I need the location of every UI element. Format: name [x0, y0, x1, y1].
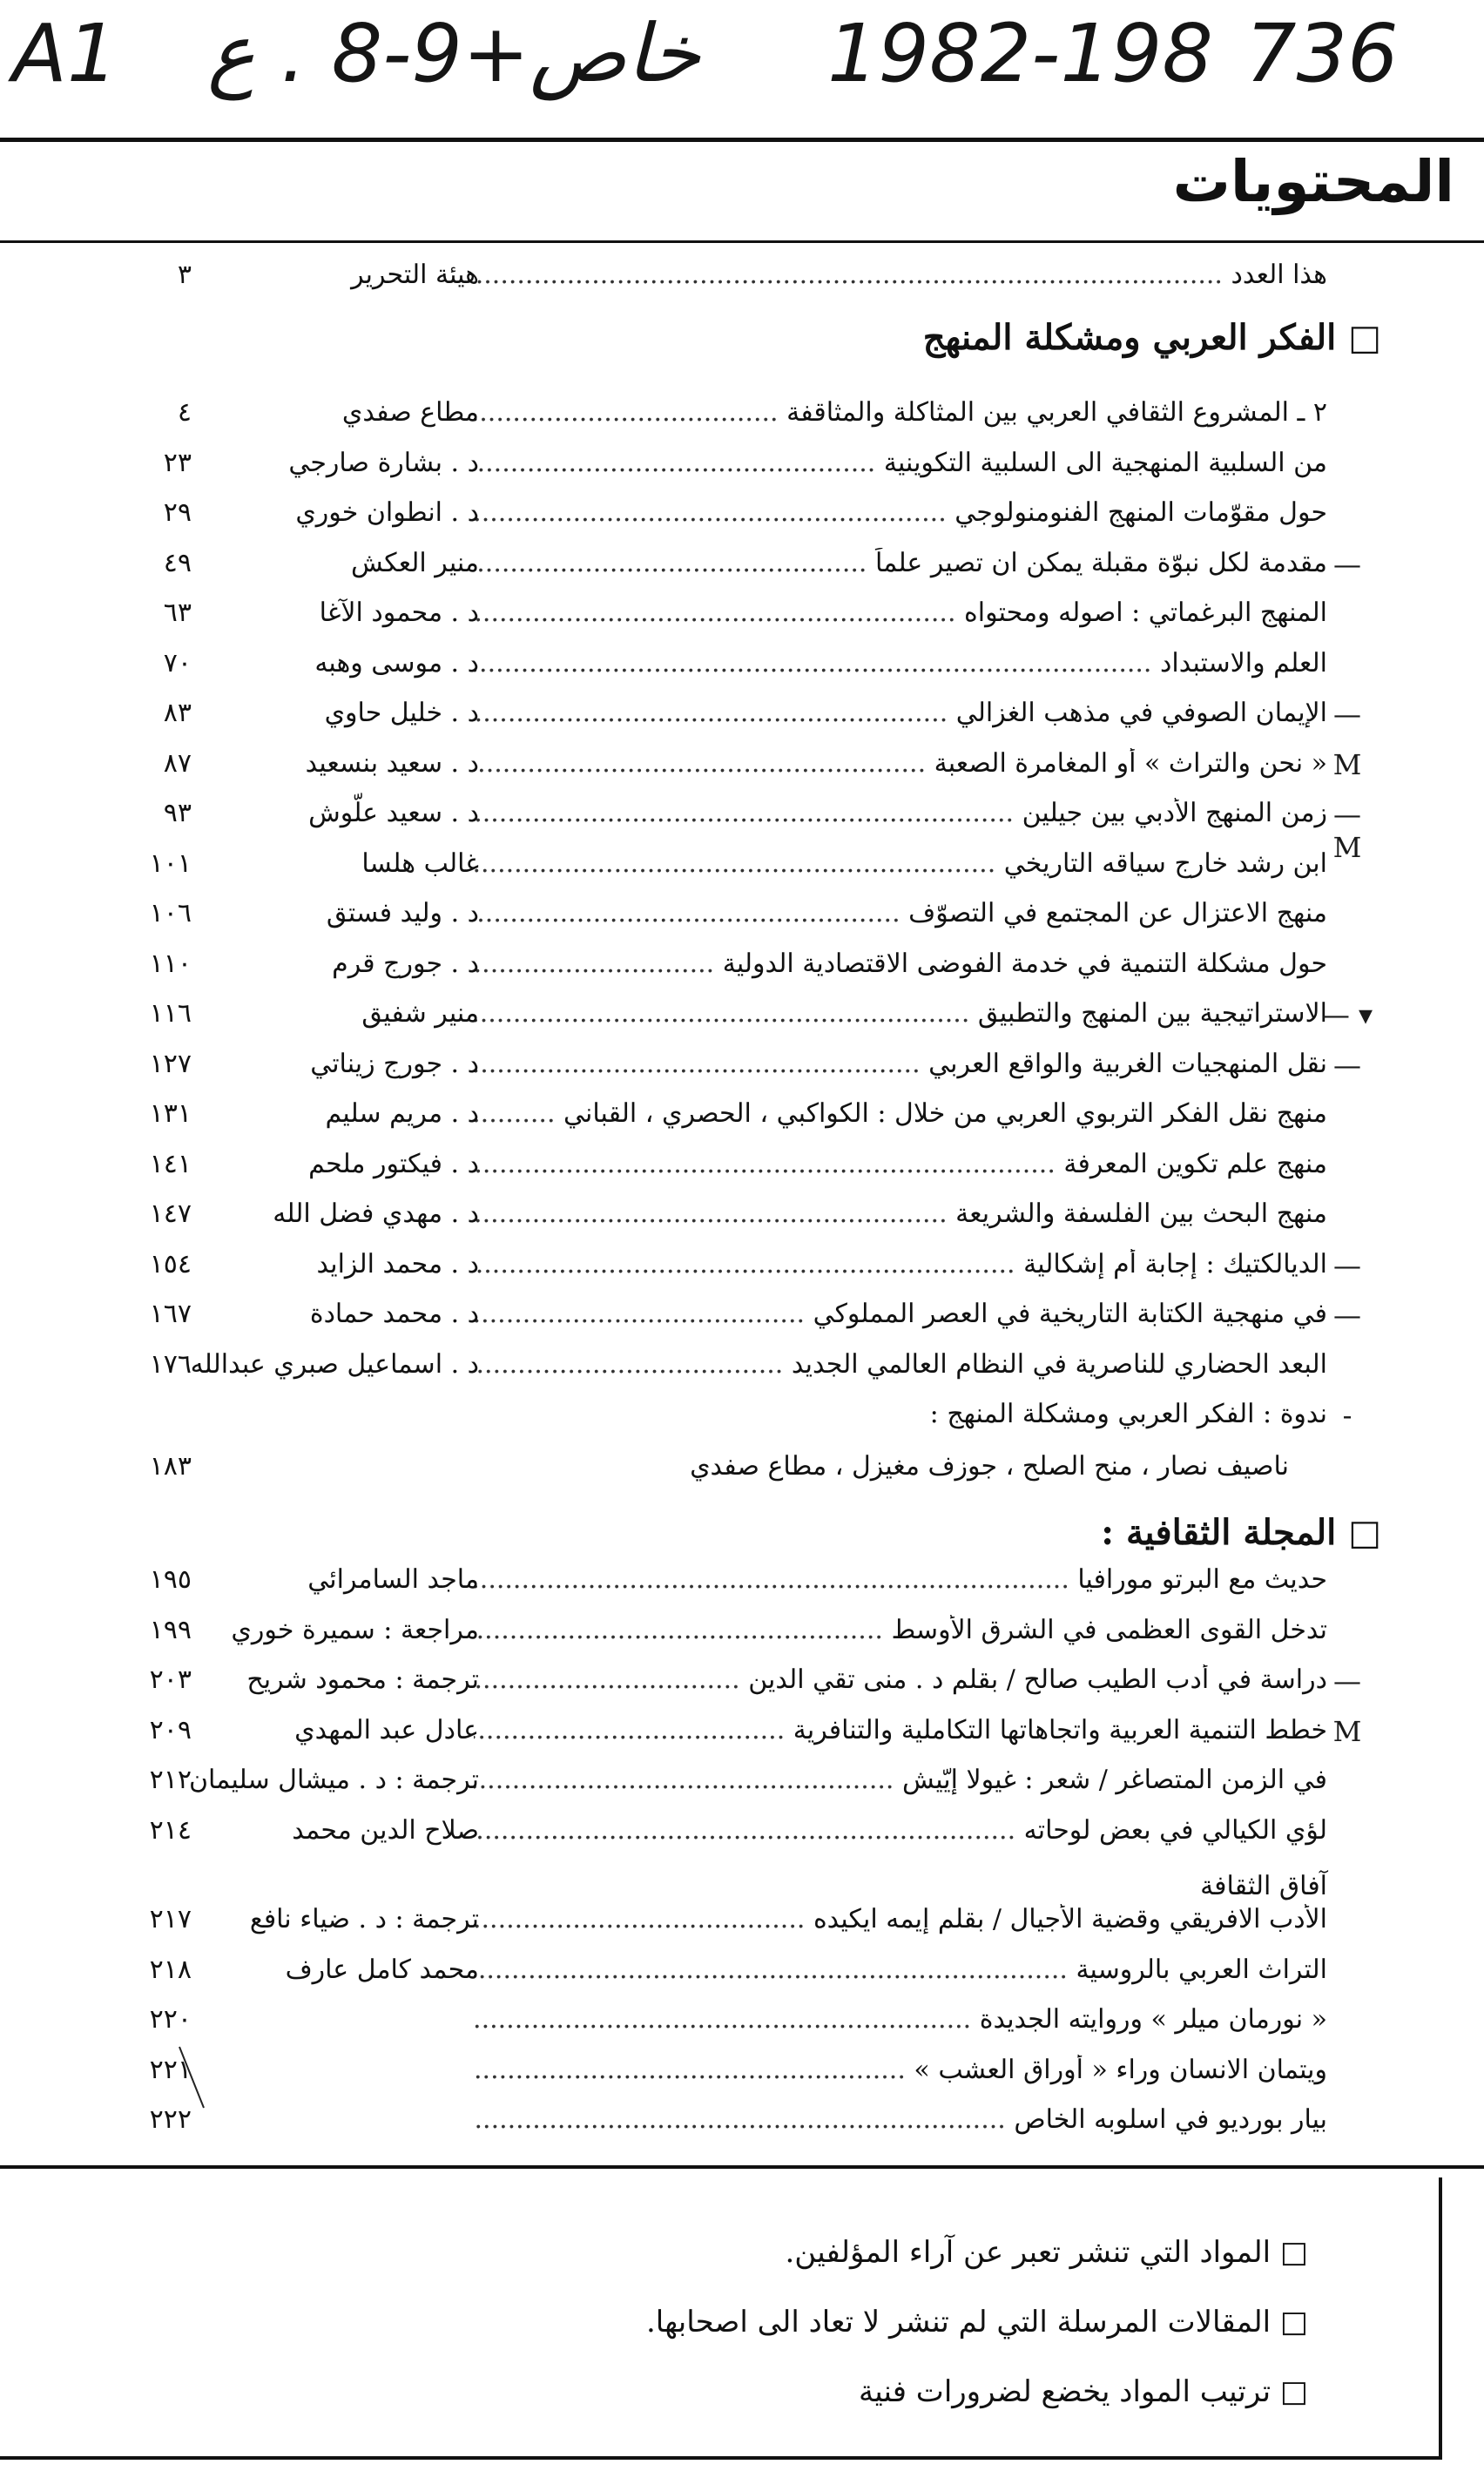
toc-entry-title: زمن المنهج الأدبي بين جيلين ..... — [474, 798, 1327, 828]
toc-entry-title: ابن رشد خارج سياقه التاريخي ..... — [474, 848, 1327, 879]
toc-entry-author: محمد كامل عارف — [285, 1954, 479, 1985]
toc-entry-title: دراسة في أدب الطيب صالح / بقلم د . منى تقي الدين ..... — [474, 1664, 1327, 1695]
toc-entry-author: د . وليد فستق — [326, 898, 479, 928]
toc-entry-page: ١٠٦ — [149, 898, 192, 928]
toc-row — [0, 2104, 1484, 2155]
toc-entry-title: منهج نقل الفكر التربوي العربي من خلال : الكواكبي ، الحصري ، القباني ..... — [474, 1098, 1327, 1129]
section-heading-majalla: □ المجلة الثقافية : — [1101, 1512, 1381, 1553]
editorial-note: □ المواد التي تنشر تعبر عن آراء المؤلفين. — [785, 2235, 1308, 2270]
page-title: المحتويات — [1172, 148, 1454, 215]
toc-entry-author: د . موسى وهبه — [314, 647, 479, 679]
toc-entry-title: نقل المنهجيات الغربية والواقع العربي ..... — [474, 1049, 1327, 1079]
toc-entry-page: ١٢٧ — [149, 1048, 192, 1079]
toc-entry-title: التراث العربي بالروسية ..... — [474, 1955, 1327, 1985]
toc-entry-author: عادل عبد المهدي — [294, 1714, 479, 1745]
handwritten-annotation — [0, 7, 1484, 111]
toc-entry-page: ١٤١ — [149, 1148, 192, 1179]
title-rule — [0, 240, 1484, 243]
toc-entry-page: ١٣١ — [149, 1098, 192, 1129]
toc-entry-page: ١٦٧ — [149, 1299, 192, 1329]
toc-entry-author: مطاع صفدي — [341, 397, 479, 428]
handwritten-code: خاص+9-8 . ع — [207, 7, 701, 100]
toc-entry-title: لؤي الكيالي في بعض لوحاته ..... — [474, 1815, 1327, 1846]
toc-row — [0, 1249, 1484, 1300]
toc-entry-page: ٤٩ — [163, 547, 192, 578]
toc-row — [0, 898, 1484, 949]
toc-row — [0, 1299, 1484, 1349]
toc-entry-title: الديالكتيك : إجابة أم إشكالية ..... — [474, 1249, 1327, 1279]
toc-entry-author: ترجمة : د . ميشال سليمان — [188, 1765, 479, 1795]
handwritten-a1: A1 — [12, 7, 118, 100]
toc-entry-title: منهج علم تكوين المعرفة ..... — [474, 1149, 1327, 1179]
top-rule — [0, 138, 1484, 142]
bottom-rule — [0, 2165, 1484, 2169]
toc-row — [0, 2004, 1484, 2055]
toc-entry-page: ١٧٦ — [149, 1348, 192, 1380]
toc-row-nadwa — [0, 1399, 1484, 1449]
toc-entry-page: ١٠١ — [149, 847, 192, 879]
toc-entry-author: د . خليل حاوي — [324, 698, 479, 728]
toc-row — [0, 1815, 1484, 1866]
editorial-note: □ ترتيب المواد يخضع لضرورات فنية — [859, 2374, 1308, 2409]
toc-entry-title: من السلبية المنهجية الى السلبية التكوينية ..... — [474, 448, 1327, 478]
toc-entry-author: د . محمود الآغا — [319, 597, 479, 628]
toc-entry-title: في الزمن المتصاغر / شعر : غيولا إيّيش ..... — [474, 1765, 1327, 1795]
toc-row — [0, 1615, 1484, 1665]
toc-row — [0, 1664, 1484, 1715]
toc-entry-page: ٢١٨ — [149, 1954, 192, 1985]
handwritten-number: 736 — [1245, 7, 1399, 100]
toc-entry-author: د . سعيد بنسعيد — [305, 747, 479, 779]
toc-entry-title: الأدب الافريقي وقضية الأجيال / بقلم إيمه ايكيده ..... — [474, 1904, 1327, 1934]
section-heading-fikr: □ الفكر العربي ومشكلة المنهج — [922, 317, 1381, 358]
toc-entry-title: مقدمة لكل نبوّة مقبلة يمكن ان تصير علماً ..... — [474, 548, 1327, 578]
handwritten-mark: — — [1333, 1664, 1361, 1698]
toc-entry-author: د . مهدي فضل الله — [273, 1198, 479, 1229]
toc-entry-title: تدخل القوى العظمى في الشرق الأوسط ..... — [474, 1615, 1327, 1645]
toc-row — [0, 1564, 1484, 1615]
toc-row — [0, 597, 1484, 648]
toc-entry-author: صلاح الدين محمد — [292, 1814, 479, 1846]
toc-entry-page: ٢١٤ — [149, 1814, 192, 1846]
toc-entry-title: الاستراتيجية بين المنهج والتطبيق ..... — [474, 998, 1327, 1029]
toc-row — [0, 260, 1484, 310]
toc-row — [0, 698, 1484, 748]
toc-entry-title: حول مقوّمات المنهج الفنومنولوجي ..... — [474, 497, 1327, 528]
toc-entry-title: في منهجية الكتابة التاريخية في العصر المملوكي ..... — [474, 1299, 1327, 1329]
toc-row — [0, 848, 1484, 899]
toc-entry-author: غالب هلسا — [361, 847, 479, 879]
toc-row — [0, 1098, 1484, 1149]
toc-entry-title: هذا العدد ..... — [474, 260, 1327, 290]
nadwa-title: ندوة : الفكر العربي ومشكلة المنهج : — [929, 1399, 1327, 1429]
toc-entry-page: ١١٦ — [149, 998, 192, 1029]
toc-entry-page: ١٨٣ — [149, 1451, 192, 1482]
toc-entry-page: ٩٣ — [163, 798, 192, 828]
handwritten-mark: — M — [1332, 798, 1362, 864]
toc-entry-page: ٢٢١ — [149, 2054, 192, 2085]
toc-entry-title: العلم والاستبداد ..... — [474, 648, 1327, 679]
toc-entry-page: ١١٠ — [149, 948, 192, 979]
handwritten-mark: — — [1333, 547, 1361, 581]
toc-entry-title: بيار بورديو في اسلوبه الخاص ..... — [474, 2104, 1327, 2135]
toc-entry-title: حديث مع البرتو مورافيا ..... — [474, 1564, 1327, 1595]
handwritten-mark: - — [1342, 1399, 1352, 1432]
toc-entry-author: د . مريم سليم — [325, 1098, 479, 1129]
toc-row — [0, 397, 1484, 448]
toc-entry-author: منير شفيق — [361, 998, 479, 1029]
toc-row — [0, 1904, 1484, 1955]
toc-entry-author: د . بشارة صارجي — [288, 447, 479, 478]
toc-entry-title: « نورمان ميلر » وروايته الجديدة ..... — [474, 2004, 1327, 2035]
toc-row — [0, 1198, 1484, 1249]
toc-entry-author: منير العكش — [350, 547, 479, 578]
toc-entry-author: د . جورج قرم — [332, 948, 479, 979]
toc-row — [0, 448, 1484, 498]
toc-entry-page: ٦٣ — [163, 597, 192, 628]
editorial-note: □ المقالات المرسلة التي لم تنشر لا تعاد الى اصحابها. — [645, 2305, 1308, 2339]
toc-entry-page: ٢٢٢ — [149, 2104, 192, 2135]
toc-row — [0, 648, 1484, 699]
toc-entry-title: ٢ ـ المشروع الثقافي العربي بين المثاكلة والمثاقفة ..... — [474, 397, 1327, 428]
toc-row — [0, 949, 1484, 999]
toc-entry-title: منهج الاعتزال عن المجتمع في التصوّف ..... — [474, 898, 1327, 928]
toc-entry-page: ٢١٧ — [149, 1904, 192, 1934]
toc-entry-page: ١٩٩ — [149, 1614, 192, 1645]
toc-entry-author: مراجعة : سميرة خوري — [231, 1614, 479, 1645]
toc-entry-page: ٢٣ — [163, 447, 192, 478]
handwritten-year: 1982-198 — [827, 7, 1213, 100]
nadwa-participants: ناصيف نصار ، منح الصلح ، جوزف مغيزل ، مطاع صفدي — [690, 1451, 1289, 1482]
toc-entry-title: ويتمان الانسان وراء « أوراق العشب » ..... — [474, 2055, 1327, 2085]
handwritten-mark: — — [1333, 1299, 1361, 1332]
toc-entry-author: د . محمد حمادة — [309, 1299, 479, 1329]
toc-entry-page: ٧٠ — [163, 647, 192, 679]
toc-entry-page: ٤ — [177, 397, 192, 428]
toc-row — [0, 1149, 1484, 1199]
toc-row — [0, 2055, 1484, 2105]
toc-entry-title: خطط التنمية العربية واتجاهاتها التكاملية والتنافرية ..... — [474, 1715, 1327, 1745]
toc-entry-title: منهج البحث بين الفلسفة والشريعة ..... — [474, 1198, 1327, 1229]
handwritten-mark: — ▾ — [1321, 998, 1373, 1031]
toc-entry-title: الإيمان الصوفي في مذهب الغزالي ..... — [474, 698, 1327, 728]
toc-entry-page: ٢٠٣ — [149, 1664, 192, 1695]
toc-entry-page: ١٤٧ — [149, 1198, 192, 1229]
handwritten-mark: M — [1332, 747, 1362, 781]
toc-entry-title: « نحن والتراث » أو المغامرة الصعبة ..... — [474, 748, 1327, 779]
toc-entry-author: د . محمد الزايد — [316, 1248, 479, 1279]
toc-row — [0, 1715, 1484, 1765]
toc-entry-page: ٨٣ — [163, 698, 192, 728]
handwritten-mark: — — [1333, 698, 1361, 731]
handwritten-mark: — — [1333, 1248, 1361, 1282]
toc-entry-title: حول مشكلة التنمية في خدمة الفوضى الاقتصادية الدولية ..... — [474, 949, 1327, 979]
toc-entry-author: د . سعيد علّوش — [308, 798, 479, 828]
toc-row — [0, 1349, 1484, 1400]
toc-entry-page: ١٩٥ — [149, 1564, 192, 1595]
toc-entry-page: ٢٢٠ — [149, 2004, 192, 2035]
toc-row — [0, 1955, 1484, 2005]
toc-entry-author: هيئة التحرير — [351, 260, 479, 290]
handwritten-slash-icon — [174, 2043, 209, 2113]
toc-entry-author: ترجمة : محمود شريح — [246, 1664, 479, 1695]
toc-entry-page: ٢٠٩ — [149, 1714, 192, 1745]
toc-entry-page: ٢١٢ — [149, 1765, 192, 1795]
toc-entry-author: د . فيكتور ملحم — [308, 1148, 479, 1179]
toc-entry-author: د . انطوان خوري — [295, 497, 479, 528]
toc-entry-author: ماجد السامرائي — [307, 1564, 479, 1595]
toc-row — [0, 1765, 1484, 1815]
section-heading-afaq: آفاق الثقافة — [1200, 1871, 1327, 1901]
toc-entry-author: د . جورج زيناتي — [310, 1048, 479, 1079]
handwritten-mark: — — [1333, 1048, 1361, 1082]
toc-entry-author: د . اسماعيل صبري عبدالله — [190, 1348, 479, 1380]
toc-entry-page: ٢٩ — [163, 497, 192, 528]
toc-row — [0, 748, 1484, 799]
toc-entry-page: ١٥٤ — [149, 1248, 192, 1279]
toc-row — [0, 497, 1484, 548]
toc-entry-title: المنهج البرغماتي : اصوله ومحتواه ..... — [474, 597, 1327, 628]
toc-row — [0, 998, 1484, 1049]
handwritten-mark: M — [1332, 1714, 1362, 1748]
toc-entry-author: ترجمة : د . ضياء نافع — [249, 1904, 479, 1934]
toc-entry-page: ٣ — [177, 260, 192, 290]
toc-row — [0, 548, 1484, 598]
toc-row — [0, 1049, 1484, 1099]
editorial-notes-box — [0, 2177, 1442, 2460]
toc-entry-title: البعد الحضاري للناصرية في النظام العالمي الجديد ..... — [474, 1349, 1327, 1380]
toc-entry-page: ٨٧ — [163, 747, 192, 779]
toc-row-nadwa-names — [0, 1451, 1484, 1502]
